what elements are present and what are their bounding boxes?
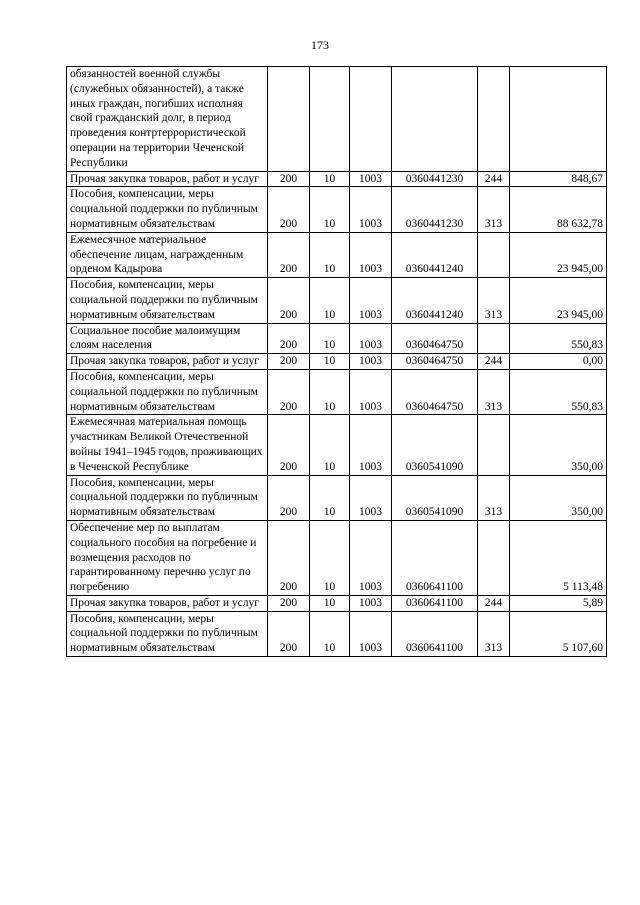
csr-code-cell: 0360441230: [392, 171, 478, 187]
amount-cell: 550,83: [510, 323, 607, 354]
table-row: [67, 354, 607, 370]
pr-code-cell: 1003: [350, 595, 392, 611]
pr-code-cell: 1003: [350, 611, 392, 656]
item-name-cell: Ежемесячная материальная помощь участникам Великой Отечественной войны 1941–1945 годов, проживающих в Чеченской Республике: [67, 415, 268, 475]
vr-code-cell: [478, 520, 510, 595]
amount-cell: 23 945,00: [510, 278, 607, 323]
gr-code-cell: 200: [268, 415, 310, 475]
rz-code-cell: 10: [310, 323, 350, 354]
vr-code-cell: [478, 323, 510, 354]
vr-code-cell: [478, 232, 510, 277]
rz-code-cell: 10: [310, 232, 350, 277]
gr-code-cell: 200: [268, 323, 310, 354]
table-row: [67, 475, 607, 520]
item-name-cell: Социальное пособие малоимущим слоям населения: [67, 323, 268, 354]
gr-code-cell: [268, 67, 310, 172]
vr-code-cell: 313: [478, 475, 510, 520]
budget-table: [66, 66, 607, 657]
gr-code-cell: 200: [268, 369, 310, 414]
item-name-cell: обязанностей военной службы (служебных обязанностей), а также иных граждан, погибших исполняя свой гражданский долг, в период проведения контртеррористической операции на территории Чеченской Республики: [67, 67, 268, 172]
vr-code-cell: [478, 67, 510, 172]
vr-code-cell: 313: [478, 278, 510, 323]
gr-code-cell: 200: [268, 595, 310, 611]
rz-code-cell: 10: [310, 278, 350, 323]
amount-cell: 550,83: [510, 369, 607, 414]
pr-code-cell: 1003: [350, 415, 392, 475]
pr-code-cell: 1003: [350, 369, 392, 414]
table-row: [67, 369, 607, 414]
gr-code-cell: 200: [268, 520, 310, 595]
csr-code-cell: 0360641100: [392, 595, 478, 611]
csr-code-cell: 0360441240: [392, 232, 478, 277]
table-row: [67, 415, 607, 475]
amount-cell: 5 107,60: [510, 611, 607, 656]
table-row: [67, 595, 607, 611]
page-number: 173: [311, 38, 329, 52]
vr-code-cell: 244: [478, 171, 510, 187]
rz-code-cell: [310, 67, 350, 172]
gr-code-cell: 200: [268, 171, 310, 187]
rz-code-cell: 10: [310, 611, 350, 656]
gr-code-cell: 200: [268, 187, 310, 232]
rz-code-cell: 10: [310, 520, 350, 595]
rz-code-cell: 10: [310, 354, 350, 370]
gr-code-cell: 200: [268, 354, 310, 370]
table-row: [67, 611, 607, 656]
table-row: [67, 323, 607, 354]
item-name-cell: Пособия, компенсации, меры социальной поддержки по публичным нормативным обязательствам: [67, 187, 268, 232]
pr-code-cell: 1003: [350, 171, 392, 187]
pr-code-cell: 1003: [350, 475, 392, 520]
amount-cell: 88 632,78: [510, 187, 607, 232]
table-row: [67, 171, 607, 187]
amount-cell: 0,00: [510, 354, 607, 370]
amount-cell: [510, 67, 607, 172]
vr-code-cell: 313: [478, 187, 510, 232]
table-row: [67, 187, 607, 232]
table-row: [67, 278, 607, 323]
gr-code-cell: 200: [268, 475, 310, 520]
item-name-cell: Пособия, компенсации, меры социальной поддержки по публичным нормативным обязательствам: [67, 611, 268, 656]
csr-code-cell: 0360541090: [392, 415, 478, 475]
table-row: [67, 520, 607, 595]
csr-code-cell: 0360464750: [392, 354, 478, 370]
csr-code-cell: 0360464750: [392, 323, 478, 354]
vr-code-cell: 244: [478, 354, 510, 370]
vr-code-cell: 244: [478, 595, 510, 611]
csr-code-cell: 0360641100: [392, 520, 478, 595]
amount-cell: 5,89: [510, 595, 607, 611]
table-row: [67, 232, 607, 277]
amount-cell: 350,00: [510, 415, 607, 475]
csr-code-cell: 0360541090: [392, 475, 478, 520]
pr-code-cell: 1003: [350, 520, 392, 595]
vr-code-cell: 313: [478, 611, 510, 656]
amount-cell: 350,00: [510, 475, 607, 520]
item-name-cell: Пособия, компенсации, меры социальной поддержки по публичным нормативным обязательствам: [67, 475, 268, 520]
rz-code-cell: 10: [310, 475, 350, 520]
item-name-cell: Прочая закупка товаров, работ и услуг: [67, 354, 268, 370]
item-name-cell: Прочая закупка товаров, работ и услуг: [67, 171, 268, 187]
amount-cell: 23 945,00: [510, 232, 607, 277]
csr-code-cell: [392, 67, 478, 172]
rz-code-cell: 10: [310, 187, 350, 232]
csr-code-cell: 0360641100: [392, 611, 478, 656]
item-name-cell: Пособия, компенсации, меры социальной поддержки по публичным нормативным обязательствам: [67, 369, 268, 414]
rz-code-cell: 10: [310, 369, 350, 414]
item-name-cell: Пособия, компенсации, меры социальной поддержки по публичным нормативным обязательствам: [67, 278, 268, 323]
gr-code-cell: 200: [268, 611, 310, 656]
pr-code-cell: 1003: [350, 187, 392, 232]
pr-code-cell: [350, 67, 392, 172]
pr-code-cell: 1003: [350, 232, 392, 277]
vr-code-cell: [478, 415, 510, 475]
rz-code-cell: 10: [310, 595, 350, 611]
item-name-cell: Обеспечение мер по выплатам социального пособия на погребение и возмещения расходов по гарантированному перечню услуг по погребению: [67, 520, 268, 595]
gr-code-cell: 200: [268, 232, 310, 277]
item-name-cell: Прочая закупка товаров, работ и услуг: [67, 595, 268, 611]
csr-code-cell: 0360441240: [392, 278, 478, 323]
pr-code-cell: 1003: [350, 278, 392, 323]
csr-code-cell: 0360441230: [392, 187, 478, 232]
amount-cell: 5 113,48: [510, 520, 607, 595]
rz-code-cell: 10: [310, 171, 350, 187]
rz-code-cell: 10: [310, 415, 350, 475]
pr-code-cell: 1003: [350, 323, 392, 354]
amount-cell: 848,67: [510, 171, 607, 187]
csr-code-cell: 0360464750: [392, 369, 478, 414]
vr-code-cell: 313: [478, 369, 510, 414]
table-row: [67, 67, 607, 172]
pr-code-cell: 1003: [350, 354, 392, 370]
item-name-cell: Ежемесячное материальное обеспечение лицам, награжденным орденом Кадырова: [67, 232, 268, 277]
gr-code-cell: 200: [268, 278, 310, 323]
